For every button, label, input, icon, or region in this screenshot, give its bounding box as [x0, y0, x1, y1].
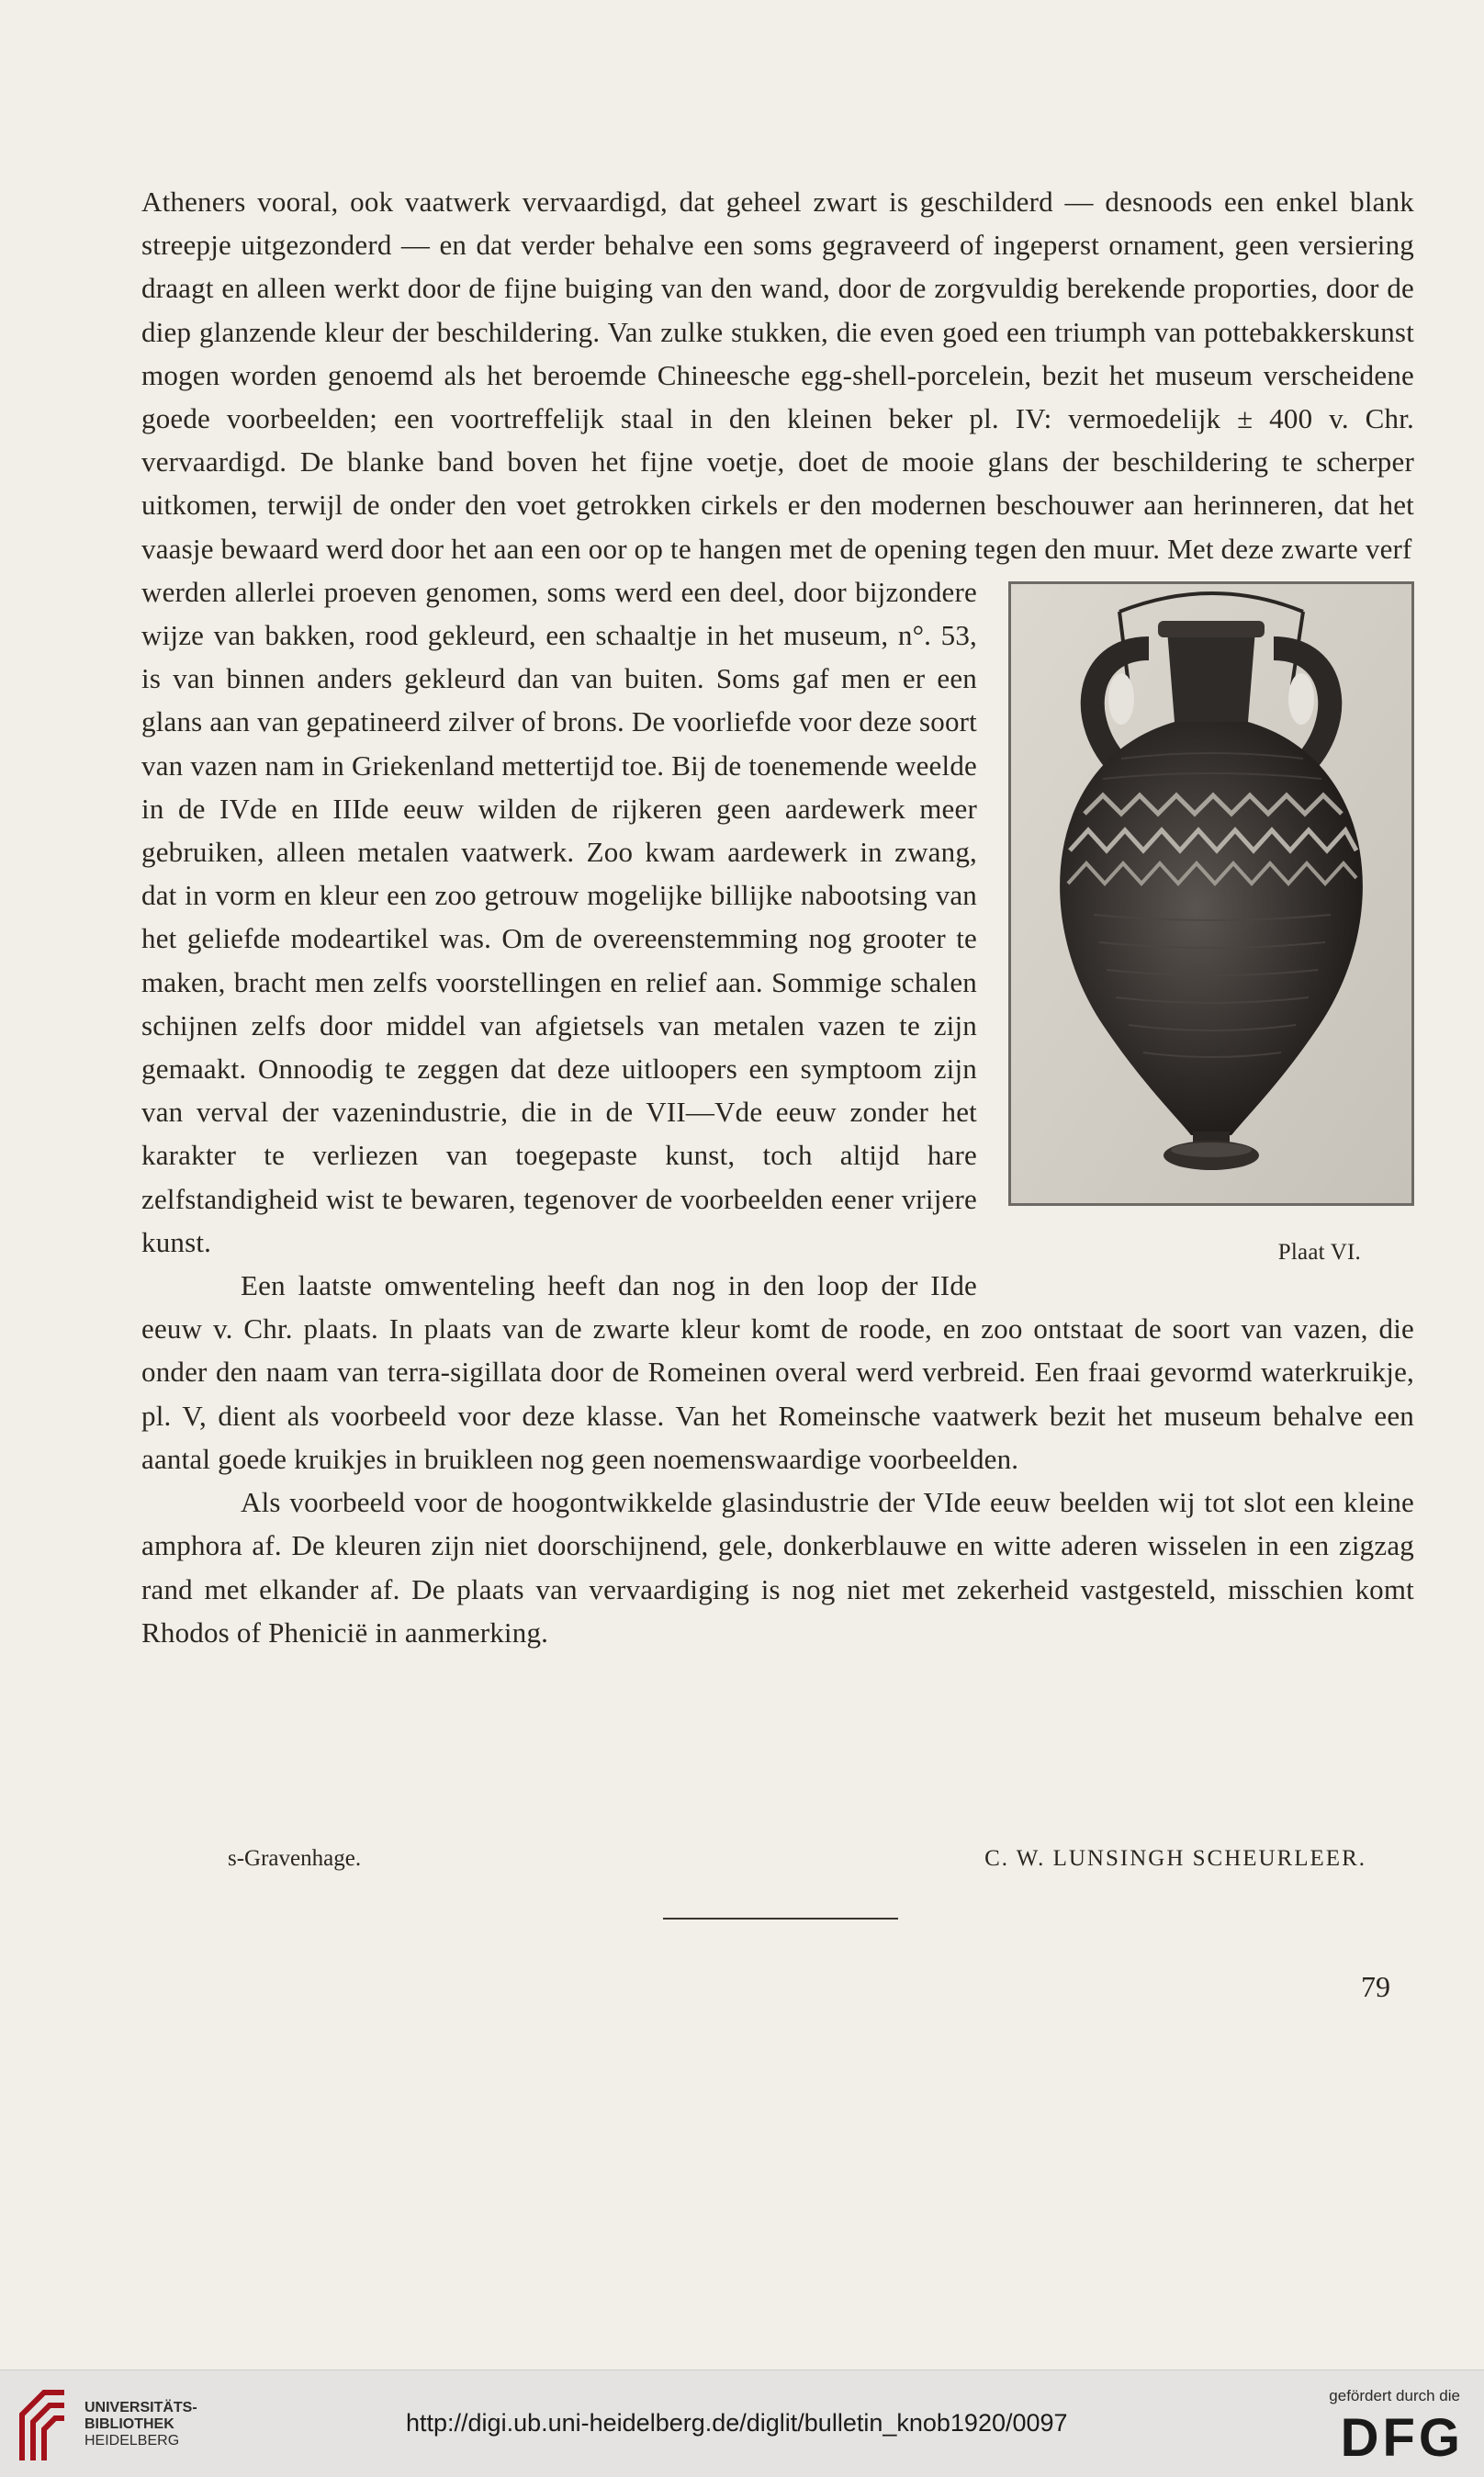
university-library-logo-icon	[17, 2387, 70, 2462]
section-divider	[663, 1918, 898, 1920]
article-body	[141, 180, 1414, 1654]
library-name-line-1: UNIVERSITÄTS-	[84, 2400, 197, 2415]
line-6: mogen worden genoemd als het beroemde Chineesche egg-shell-porcelein, bezit het	[141, 358, 1145, 391]
line-10: getrokken cirkels er den modernen beschouwer aan herinneren, dat het vaasje bewaard werd	[141, 489, 1414, 565]
line-11: door het aan een oor op te hangen met de opening tegen den muur. Met deze zwarte verf	[390, 532, 1412, 565]
paragraph-1-continued: werden allerlei proeven genomen, soms werd een deel, door bijzondere wijze van bakken, rood gekleurd, een schaaltje in het museum, n°. 53, is van binnen anders gekleurd dan van buiten. Soms gaf men er een glans aan van gepatineerd zilver of brons. De voorliefde voor deze soort van vazen nam in Griekenland mettertijd toe. Bij de toenemende weelde in de IVde en IIIde eeuw wilden de rijkeren geen aardewerk meer gebruiken, alleen metalen vaatwerk. Zoo kwam aardewerk in zwang, dat in vorm en kleur een zoo getrouw mogelijke billijke nabootsing van het geliefde modeartikel was. Om de overeenstemming nog grooter te maken, bracht men zelfs voorstellingen en relief aan. Sommige schalen schijnen zelfs door middel van afgietsels van metalen vazen te zijn gemaakt. Onnoodig te zeggen dat deze uitloopers een symptoom zijn van verval der vazenindustrie, die in de VII—Vde eeuw zonder het karakter te verliezen van toegepaste kunst, toch altijd hare zelfstandigheid wist te bewaren, tegenover de voorbeelden eener vrijere kunst.	[141, 575, 977, 1258]
page-number: 79	[1361, 1970, 1390, 2003]
line-7: museum verscheidene goede voorbeelden; een voortreffelijk staal in den kleinen beker	[141, 358, 1414, 435]
line-2: een enkel blank streepje uitgezonderd — en dat verder behalve een soms gegraveerd of	[141, 186, 1414, 262]
paragraph-1	[141, 180, 1414, 570]
amphora-illustration	[1011, 584, 1411, 1203]
line-8: pl. IV: vermoedelijk ± 400 v. Chr. vervaardigd. De blanke band boven het fijne voetje,	[141, 402, 1414, 479]
library-name	[84, 2400, 197, 2449]
figure-plate-vi	[1008, 581, 1420, 1267]
digitization-footer	[0, 2370, 1484, 2477]
line-1: Atheners vooral, ook vaatwerk vervaardigd, dat geheel zwart is geschilderd — desnoods	[141, 186, 1213, 218]
paragraph-3: Als voorbeeld voor de hoogontwikkelde glasindustrie der VIde eeuw beelden wij tot slot een kleine amphora af. De kleuren zijn niet doorschijnend, gele, donkerblauwe en witte aderen wisselen in een zigzag rand met elkander af. De plaats van vervaardiging is nog niet met zekerheid vastgesteld, misschien komt Rhodos of Phenicië in aanmerking.	[141, 1486, 1414, 1649]
line-5: beschildering. Van zulke stukken, die even goed een triumph van pottebakkerskunst	[436, 315, 1415, 348]
dfg-logo: DFG	[1340, 2408, 1464, 2468]
place-name: s-Gravenhage.	[228, 1846, 362, 1871]
source-url-link[interactable]: http://digi.ub.uni-heidelberg.de/diglit/bulletin_knob1920/0097	[406, 2409, 1068, 2437]
funded-by-label: gefördert durch die	[1329, 2387, 1460, 2404]
line-9: doet de mooie glans der beschildering te scherper uitkomen, terwijl de onder den voet	[141, 445, 1414, 522]
amphora-photo	[1008, 581, 1414, 1206]
author-name: C. W. LUNSINGH SCHEURLEER.	[984, 1846, 1366, 1871]
line-3: ingeperst ornament, geen versiering draagt en alleen werkt door de fijne buiging van	[141, 229, 1415, 305]
signature-line	[228, 1846, 1366, 1883]
figure-caption: Plaat VI.	[1277, 1239, 1361, 1265]
library-name-line-3: HEIDELBERG	[84, 2433, 180, 2449]
paragraph-2: Een laatste omwenteling heeft dan nog in den loop der IIde eeuw v. Chr. plaats. In plaats van de zwarte kleur komt de roode, en zoo ontstaat de soort van vazen, die onder den naam van terra-sigillata door de Romeinen overal werd verbreid. Een fraai gevormd waterkruikje, pl. V, dient als voorbeeld voor deze klasse. Van het Romeinsche vaatwerk bezit het museum behalve een aantal goede kruikjes in bruikleen nog geen noemenswaardige voorbeelden.	[141, 1269, 1414, 1475]
library-name-line-2: BIBLIOTHEK	[84, 2416, 174, 2432]
line-4: den wand, door de zorgvuldig berekende proporties, door de diep glanzende kleur der	[141, 272, 1414, 348]
